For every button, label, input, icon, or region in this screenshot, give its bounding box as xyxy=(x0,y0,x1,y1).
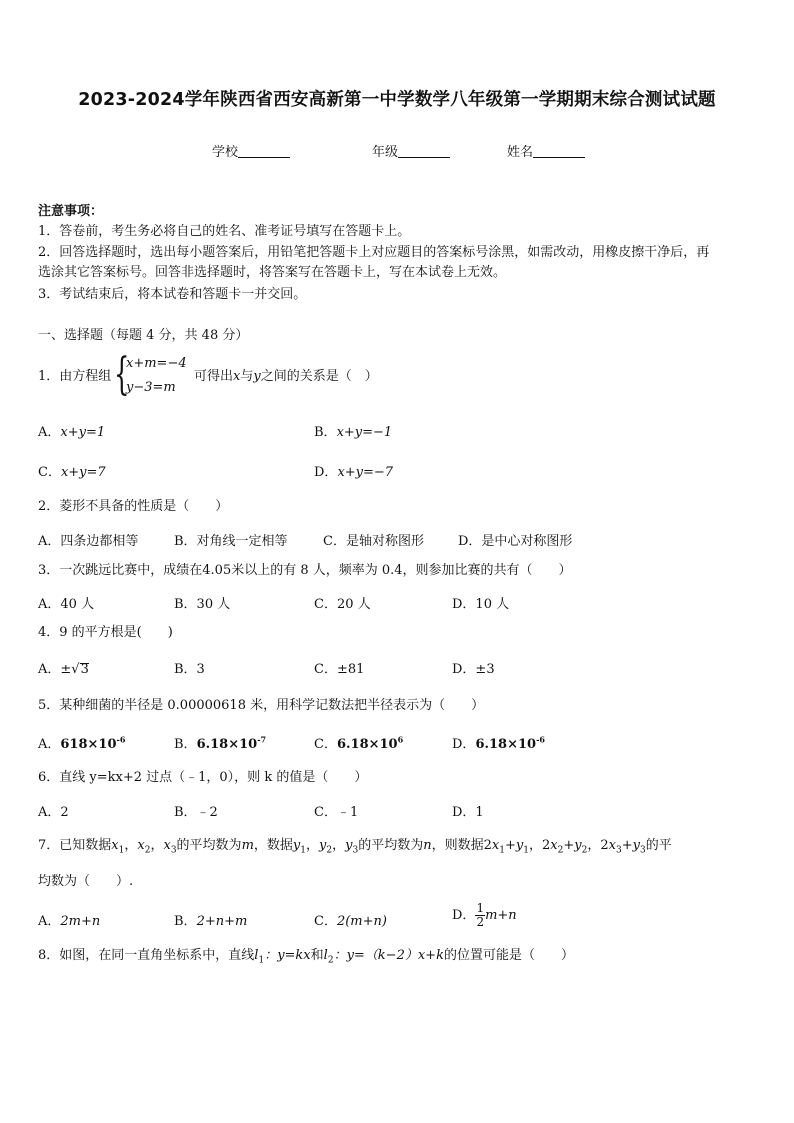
name-blank xyxy=(533,145,585,158)
note-item-1: 1．答卷前，考生务必将自己的姓名、准考证号填写在答题卡上。 xyxy=(38,224,411,239)
system-eq-2: y−3=m xyxy=(126,380,176,395)
question-1-prefix: 1．由方程组 xyxy=(38,369,112,384)
q1-option-b: B．x+y=−1 xyxy=(314,425,393,440)
school-blank xyxy=(238,145,290,158)
question-4-stem: 4．9 的平方根是( ) xyxy=(38,625,173,640)
q5-option-b: B．$6.18\times 10^{-7}$ xyxy=(174,734,267,752)
q5-option-a: A．$618\times 10^{-6}$ xyxy=(38,734,126,752)
q2-option-c: C．是轴对称图形 xyxy=(323,534,424,549)
question-3-stem: 3．一次跳远比赛中，成绩在4.05米以上的有 8 人，频率为 0.4，则参加比赛的共有（ ） xyxy=(38,563,572,578)
note-item-3: 3．考试结束后，将本试卷和答题卡一并交回。 xyxy=(38,287,307,302)
q3-option-c: C．20 人 xyxy=(314,597,371,612)
question-2-stem: 2．菱形不具备的性质是（ ） xyxy=(38,499,229,514)
q7-option-b: B．2+n+m xyxy=(174,914,248,929)
q2-option-d: D．是中心对称图形 xyxy=(458,534,573,549)
q1-option-a: A．x+y=1 xyxy=(38,425,106,440)
q3-option-b: B．30 人 xyxy=(174,597,231,612)
q2-option-a: A．四条边都相等 xyxy=(38,534,139,549)
q6-option-d: D．1 xyxy=(452,805,484,820)
grade-label: 年级 xyxy=(372,145,399,160)
note-item-2-cont: 选涂其它答案标号。回答非选择题时，将答案写在答题卡上，写在本试卷上无效。 xyxy=(38,265,507,280)
system-eq-1: x+m=−4 xyxy=(126,356,187,371)
section-heading: 一、选择题（每题 4 分，共 48 分） xyxy=(38,328,249,343)
school-field xyxy=(212,141,290,160)
q5-option-c: C．$6.18\times 10^6$ xyxy=(314,734,404,752)
q1-option-c: C．x+y=7 xyxy=(38,465,106,480)
notes-heading: 注意事项： xyxy=(38,204,104,219)
q2-option-b: B．对角线一定相等 xyxy=(174,534,288,549)
school-label: 学校 xyxy=(212,145,239,160)
system-brace: { xyxy=(114,349,130,400)
q3-option-d: D．10 人 xyxy=(452,597,510,612)
q5-option-d: D．$6.18\times 10^{-6}$ xyxy=(452,734,545,752)
q1-option-d: D．x+y=−7 xyxy=(314,465,394,480)
q7-option-d: D． $\frac{1}{2}$ m+n xyxy=(452,901,517,929)
question-7-stem-cont: 均数为（ ）. xyxy=(38,874,134,889)
name-field xyxy=(507,141,585,160)
q7-option-c: C．2(m+n) xyxy=(314,914,387,929)
q6-option-c: C．﹣1 xyxy=(314,805,359,820)
question-1-suffix: 可得出x与y之间的关系是（ ） xyxy=(194,369,378,384)
q3-option-a: A．40 人 xyxy=(38,597,95,612)
q6-option-a: A．2 xyxy=(38,805,69,820)
note-item-2: 2．回答选择题时，选出每小题答案后，用铅笔把答题卡上对应题目的答案标号涂黑，如需改动，用橡皮擦干净后，再 xyxy=(38,245,710,260)
grade-field xyxy=(372,141,450,160)
question-6-stem: 6．直线 y=kx+2 过点（﹣1，0），则 k 的值是（ ） xyxy=(38,770,368,785)
question-5-stem: 5．某种细菌的半径是 0.00000618 米，用科学记数法把半径表示为（ ） xyxy=(38,698,485,713)
grade-blank xyxy=(398,145,450,158)
q4-option-c: C．±81 xyxy=(314,662,365,677)
question-7-stem: 7．已知数据$x_1$，$x_2$，$x_3$的平均数为m，数据$y_1$，$y_2$，$y_3$的平均数为n，则数据$2x_1+y_1$，$2x_2+y_2$，$2x_3+y_3$的平 xyxy=(38,838,672,856)
q7-option-a: A．2m+n xyxy=(38,914,101,929)
q4-option-a: A．±√3 xyxy=(38,662,89,677)
q4-option-d: D．±3 xyxy=(452,662,495,677)
q4-option-b: B．3 xyxy=(174,662,205,677)
page-title: 2023-2024学年陕西省西安高新第一中学数学八年级第一学期期末综合测试试题 xyxy=(78,90,716,110)
q6-option-b: B．﹣2 xyxy=(174,805,218,820)
name-label: 姓名 xyxy=(507,145,534,160)
question-8-stem: 8．如图，在同一直角坐标系中，直线$l_1$：y=kx和$l_2$：y=（k−2）x+k的位置可能是（ ） xyxy=(38,948,574,966)
